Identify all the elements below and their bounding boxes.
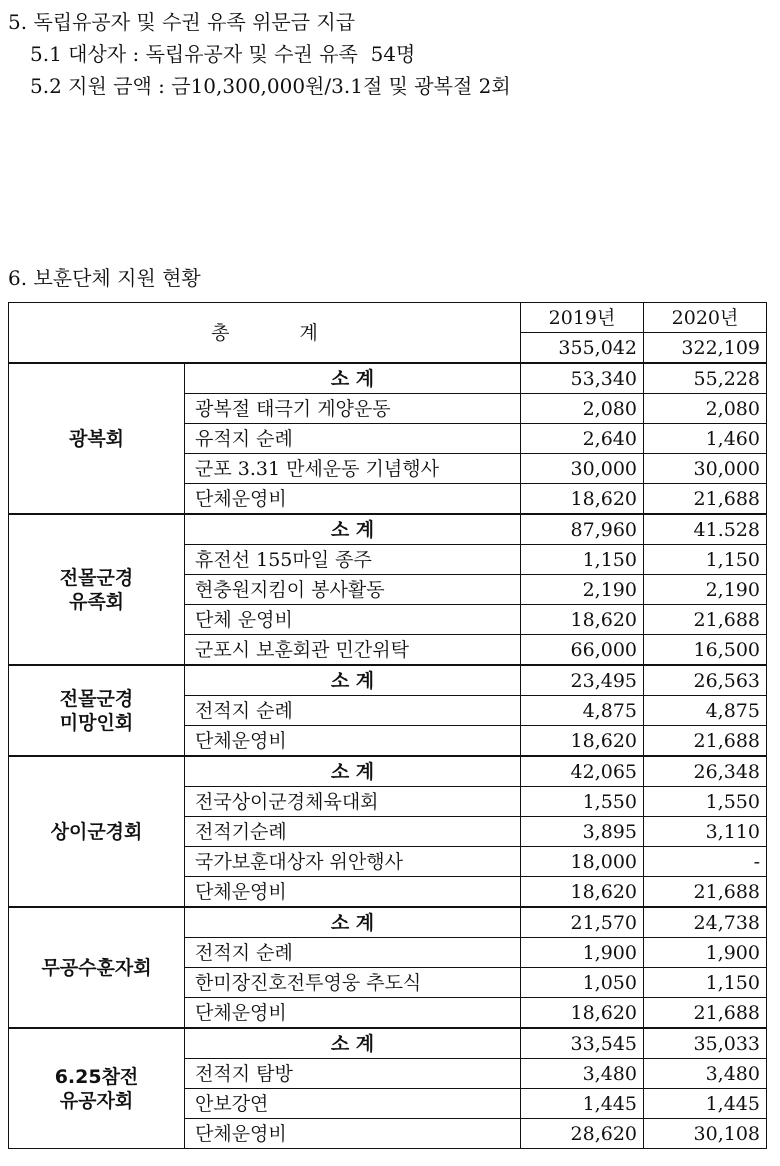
- item-value-2020: 30,000: [644, 454, 767, 484]
- item-value-2019: 18,620: [521, 877, 644, 908]
- subtotal-label: 소 계: [185, 363, 521, 394]
- item-value-2019: 66,000: [521, 635, 644, 666]
- group-name-line: 미망인회: [59, 711, 134, 734]
- item-value-2019: 2,640: [521, 424, 644, 454]
- item-value-2020: 21,688: [644, 998, 767, 1029]
- subtotal-2019: 21,570: [521, 907, 644, 938]
- item-value-2020: 21,688: [644, 484, 767, 515]
- total-label-a: 총: [211, 321, 230, 344]
- subtotal-row: [9, 665, 767, 696]
- year-2020-header: 2020년: [644, 303, 767, 333]
- subtotal-2019: 53,340: [521, 363, 644, 394]
- subtotal-label: 소 계: [185, 907, 521, 938]
- subtotal-row: [9, 363, 767, 394]
- group-name-line: 무공수훈자회: [41, 956, 152, 979]
- item-label: 단체운영비: [185, 726, 521, 757]
- subtotal-2020: 24,738: [644, 907, 767, 938]
- subtotal-label: 소 계: [185, 514, 521, 545]
- item-label: 전적지 탐방: [185, 1059, 521, 1089]
- year-2019-header: 2019년: [521, 303, 644, 333]
- item-value-2019: 1,550: [521, 787, 644, 817]
- item-label: 단체 운영비: [185, 605, 521, 635]
- item-value-2020: 1,150: [644, 968, 767, 998]
- item-value-2020: 16,500: [644, 635, 767, 666]
- item-value-2020: 3,110: [644, 817, 767, 847]
- group-block: [9, 514, 767, 665]
- item-label: 광복절 태극기 게양운동: [185, 394, 521, 424]
- section-5-recipients: 5.1 대상자 : 독립유공자 및 수권 유족 54명: [30, 42, 416, 66]
- group-name-line: 유공자회: [59, 1089, 134, 1112]
- item-label: 전적지 순례: [185, 696, 521, 726]
- item-value-2020: 4,875: [644, 696, 767, 726]
- group-block: [9, 363, 767, 514]
- section-5-title: 5. 독립유공자 및 수권 유족 위문금 지급: [8, 10, 356, 34]
- section-5: [8, 6, 511, 102]
- item-value-2019: 18,620: [521, 726, 644, 757]
- item-value-2019: 18,000: [521, 847, 644, 877]
- item-value-2020: 2,190: [644, 575, 767, 605]
- group-name-line: 전몰군경: [59, 687, 134, 710]
- item-value-2020: 1,460: [644, 424, 767, 454]
- subtotal-2020: 26,348: [644, 756, 767, 787]
- item-label: 단체운영비: [185, 877, 521, 908]
- item-label: 전적기순례: [185, 817, 521, 847]
- item-label: 단체운영비: [185, 998, 521, 1029]
- item-label: 현충원지킴이 봉사활동: [185, 575, 521, 605]
- section-5-amount: 5.2 지원 금액 : 금10,300,000원/3.1절 및 광복절 2회: [30, 74, 511, 98]
- subtotal-row: [9, 514, 767, 545]
- item-value-2019: 1,150: [521, 545, 644, 575]
- item-label: 휴전선 155마일 종주: [185, 545, 521, 575]
- subtotal-label: 소 계: [185, 665, 521, 696]
- total-2020: 322,109: [644, 333, 767, 364]
- item-label: 국가보훈대상자 위안행사: [185, 847, 521, 877]
- section-6-title: 6. 보훈단체 지원 현황: [8, 266, 201, 290]
- item-label: 군포시 보훈회관 민간위탁: [185, 635, 521, 666]
- item-label: 전적지 순례: [185, 938, 521, 968]
- item-value-2019: 1,050: [521, 968, 644, 998]
- group-name: [9, 756, 185, 907]
- group-name: [9, 1028, 185, 1149]
- item-value-2020: 1,150: [644, 545, 767, 575]
- item-value-2020: -: [644, 847, 767, 877]
- item-value-2020: 21,688: [644, 605, 767, 635]
- subtotal-2019: 23,495: [521, 665, 644, 696]
- subtotal-2020: 41.528: [644, 514, 767, 545]
- subtotal-2020: 35,033: [644, 1028, 767, 1059]
- veterans-support-table: [8, 302, 767, 1149]
- group-name-line: 유족회: [68, 590, 125, 613]
- item-value-2019: 28,620: [521, 1119, 644, 1149]
- subtotal-label: 소 계: [185, 1028, 521, 1059]
- subtotal-2019: 87,960: [521, 514, 644, 545]
- subtotal-2019: 42,065: [521, 756, 644, 787]
- item-value-2019: 1,445: [521, 1089, 644, 1119]
- group-block: [9, 665, 767, 756]
- item-value-2019: 18,620: [521, 484, 644, 515]
- item-value-2020: 30,108: [644, 1119, 767, 1149]
- item-value-2020: 1,445: [644, 1089, 767, 1119]
- item-value-2020: 1,900: [644, 938, 767, 968]
- item-label: 단체운영비: [185, 1119, 521, 1149]
- item-value-2019: 2,080: [521, 394, 644, 424]
- item-value-2019: 30,000: [521, 454, 644, 484]
- group-name-line: 6.25참전: [54, 1065, 139, 1088]
- item-value-2020: 1,550: [644, 787, 767, 817]
- group-block: [9, 1028, 767, 1149]
- group-name: [9, 363, 185, 514]
- item-value-2020: 3,480: [644, 1059, 767, 1089]
- item-value-2019: 3,480: [521, 1059, 644, 1089]
- subtotal-row: [9, 756, 767, 787]
- subtotal-row: [9, 907, 767, 938]
- subtotal-2020: 55,228: [644, 363, 767, 394]
- item-value-2019: 2,190: [521, 575, 644, 605]
- item-value-2019: 1,900: [521, 938, 644, 968]
- item-label: 유적지 순례: [185, 424, 521, 454]
- item-value-2020: 21,688: [644, 726, 767, 757]
- item-label: 전국상이군경체육대회: [185, 787, 521, 817]
- item-label: 군포 3.31 만세운동 기념행사: [185, 454, 521, 484]
- group-name-line: 전몰군경: [59, 566, 134, 589]
- subtotal-2020: 26,563: [644, 665, 767, 696]
- item-label: 단체운영비: [185, 484, 521, 515]
- group-name-line: 상이군경회: [50, 820, 143, 843]
- group-name: [9, 514, 185, 665]
- group-name: [9, 907, 185, 1028]
- total-2019: 355,042: [521, 333, 644, 364]
- total-label-b: 계: [299, 321, 318, 344]
- item-value-2019: 4,875: [521, 696, 644, 726]
- group-block: [9, 756, 767, 907]
- group-name-line: 광복회: [68, 427, 125, 450]
- group-name: [9, 665, 185, 756]
- group-block: [9, 907, 767, 1028]
- subtotal-label: 소 계: [185, 756, 521, 787]
- item-value-2020: 2,080: [644, 394, 767, 424]
- table-header: [9, 303, 767, 364]
- subtotal-row: [9, 1028, 767, 1059]
- item-label: 안보강연: [185, 1089, 521, 1119]
- item-value-2020: 21,688: [644, 877, 767, 908]
- total-label-cell: [9, 303, 521, 364]
- item-value-2019: 18,620: [521, 605, 644, 635]
- item-value-2019: 3,895: [521, 817, 644, 847]
- item-label: 한미장진호전투영웅 추도식: [185, 968, 521, 998]
- subtotal-2019: 33,545: [521, 1028, 644, 1059]
- item-value-2019: 18,620: [521, 998, 644, 1029]
